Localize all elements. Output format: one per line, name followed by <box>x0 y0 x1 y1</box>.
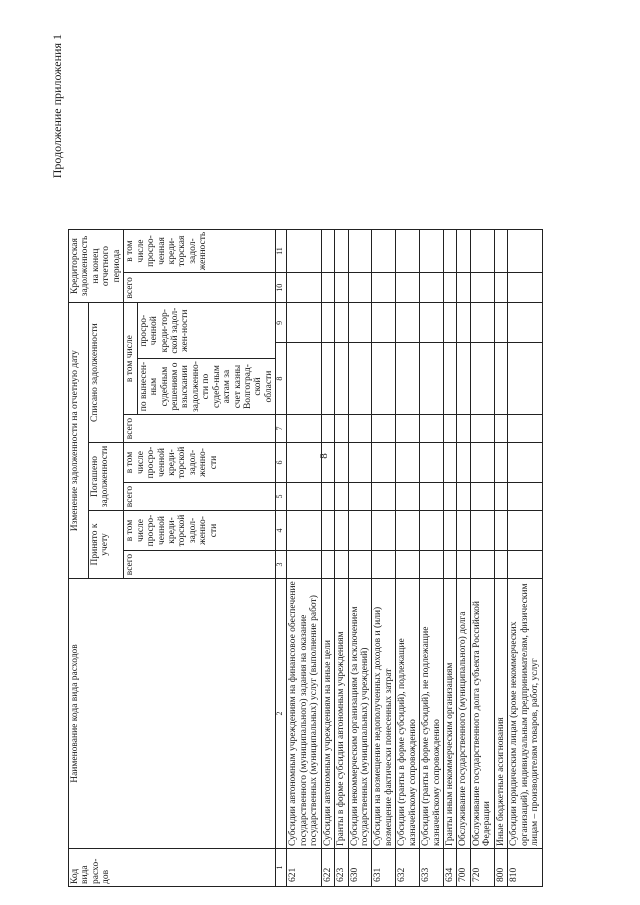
row-code: 800 <box>494 849 507 887</box>
empty-cell <box>335 483 348 511</box>
header-name: Наименование кода вида расходов <box>69 579 276 849</box>
empty-cell <box>444 483 457 511</box>
empty-cell <box>420 415 444 443</box>
empty-cell <box>396 443 420 483</box>
row-name: Гранты в форме субсидии автономным учреждениям <box>335 579 348 849</box>
empty-cell <box>321 483 334 511</box>
empty-cell <box>287 415 321 443</box>
empty-cell <box>396 415 420 443</box>
empty-cell <box>420 229 444 273</box>
empty-cell <box>372 229 396 273</box>
table-row <box>420 229 444 886</box>
empty-cell <box>508 343 542 415</box>
row-code: 810 <box>508 849 542 887</box>
row-name: Иные бюджетные ассигнования <box>494 579 507 849</box>
empty-cell <box>396 511 420 551</box>
empty-cell <box>287 343 321 415</box>
row-name: Субсидии юридическим лицам (кроме некоммерческих организаций), индивидуальным предпринимателям, физическим лицам – производителям товаров, работ, услуг <box>508 579 542 849</box>
row-name: Субсидии автономным учреждениям на иные цели <box>321 579 334 849</box>
empty-cell <box>287 443 321 483</box>
empty-cell <box>372 303 396 343</box>
col-index: 1 <box>276 849 287 887</box>
row-name: Субсидии (гранты в форме субсидий), подлежащие казначейскому сопровождению <box>396 579 420 849</box>
empty-cell <box>321 303 334 343</box>
row-code: 630 <box>348 849 372 887</box>
empty-cell <box>470 273 494 303</box>
empty-cell <box>508 229 542 273</box>
header-by-court: по вынесен-ным судебным решениям о взыскании задолженно-сти по судеб-ным актам за счет казны Волгоград-ской области <box>138 358 276 414</box>
header-overdue-repaid: в том числе просро-ченной креди-торской задол-женно-сти <box>124 443 276 483</box>
col-index: 10 <box>276 273 287 303</box>
header-overdue-payable: в том числе просро-ченная креди-торская задол-женность <box>124 229 276 273</box>
empty-cell <box>444 343 457 415</box>
empty-cell <box>470 511 494 551</box>
empty-cell <box>348 273 372 303</box>
column-index-row <box>276 229 287 886</box>
row-code: 632 <box>396 849 420 887</box>
empty-cell <box>287 273 321 303</box>
empty-cell <box>321 551 334 579</box>
empty-cell <box>321 229 334 273</box>
col-index: 8 <box>276 343 287 415</box>
empty-cell <box>444 415 457 443</box>
header-incl-label: в том числе <box>124 303 137 414</box>
table-row <box>348 229 372 886</box>
empty-cell <box>457 511 470 551</box>
empty-cell <box>494 551 507 579</box>
empty-cell <box>372 511 396 551</box>
empty-cell <box>287 483 321 511</box>
header-change-group: Изменение задолженности на отчетную дату <box>69 303 89 579</box>
table-row <box>470 229 494 886</box>
empty-cell <box>470 415 494 443</box>
empty-cell <box>457 443 470 483</box>
empty-cell <box>508 443 542 483</box>
empty-cell <box>372 273 396 303</box>
empty-cell <box>470 303 494 343</box>
page-number: 8 <box>318 453 330 459</box>
continuation-label: Продолжение приложения 1 <box>50 34 64 179</box>
header-total-written: всего <box>124 415 276 443</box>
empty-cell <box>420 303 444 343</box>
empty-cell <box>508 303 542 343</box>
col-index: 6 <box>276 443 287 483</box>
col-index: 2 <box>276 579 287 849</box>
empty-cell <box>420 273 444 303</box>
row-code: 634 <box>444 849 457 887</box>
row-name: Обслуживание государственного (муниципального) долга <box>457 579 470 849</box>
row-code: 631 <box>372 849 396 887</box>
empty-cell <box>508 511 542 551</box>
empty-cell <box>321 343 334 415</box>
empty-cell <box>494 483 507 511</box>
empty-cell <box>287 229 321 273</box>
empty-cell <box>470 343 494 415</box>
row-code: 700 <box>457 849 470 887</box>
empty-cell <box>508 415 542 443</box>
row-name: Субсидии автономным учреждениям на финансовое обеспечение государственного (муниципального) задания на оказание государственных (муниципальных) услуг (выполнение работ) <box>287 579 321 849</box>
empty-cell <box>396 303 420 343</box>
empty-cell <box>420 483 444 511</box>
row-code: 622 <box>321 849 334 887</box>
empty-cell <box>348 511 372 551</box>
empty-cell <box>457 551 470 579</box>
empty-cell <box>372 343 396 415</box>
empty-cell <box>494 343 507 415</box>
empty-cell <box>335 229 348 273</box>
empty-cell <box>470 443 494 483</box>
table-row <box>396 229 420 886</box>
empty-cell <box>494 443 507 483</box>
empty-cell <box>348 443 372 483</box>
empty-cell <box>508 551 542 579</box>
table-row <box>494 229 507 886</box>
empty-cell <box>457 303 470 343</box>
empty-cell <box>321 443 334 483</box>
empty-cell <box>396 483 420 511</box>
empty-cell <box>457 273 470 303</box>
empty-cell <box>470 229 494 273</box>
empty-cell <box>287 511 321 551</box>
col-index: 3 <box>276 551 287 579</box>
empty-cell <box>335 511 348 551</box>
table-row <box>444 229 457 886</box>
row-name: Обслуживание государственного долга субъекта Российской Федерации <box>470 579 494 849</box>
empty-cell <box>420 511 444 551</box>
debt-table <box>68 229 543 887</box>
empty-cell <box>372 415 396 443</box>
header-total-repaid: всего <box>124 483 276 511</box>
empty-cell <box>508 483 542 511</box>
empty-cell <box>372 483 396 511</box>
row-name: Субсидии некоммерческим организациям (за исключением государственных (муниципальных) учреждений) <box>348 579 372 849</box>
header-incl-written <box>124 303 276 415</box>
empty-cell <box>444 551 457 579</box>
empty-cell <box>321 511 334 551</box>
col-index: 11 <box>276 229 287 273</box>
empty-cell <box>287 551 321 579</box>
empty-cell <box>348 343 372 415</box>
header-written-off: Списано задолженности <box>88 303 123 443</box>
empty-cell <box>444 511 457 551</box>
header-overdue-accepted: в том числе просро-ченной креди-торской задол-женно-сти <box>124 511 276 551</box>
empty-cell <box>335 443 348 483</box>
header-total-payable: всего <box>124 273 276 303</box>
col-index: 5 <box>276 483 287 511</box>
row-name: Гранты иным некоммерческим организациям <box>444 579 457 849</box>
empty-cell <box>444 303 457 343</box>
empty-cell <box>348 229 372 273</box>
empty-cell <box>372 443 396 483</box>
empty-cell <box>335 273 348 303</box>
empty-cell <box>494 303 507 343</box>
empty-cell <box>335 343 348 415</box>
empty-cell <box>444 443 457 483</box>
empty-cell <box>494 273 507 303</box>
empty-cell <box>335 303 348 343</box>
empty-cell <box>457 343 470 415</box>
empty-cell <box>321 415 334 443</box>
empty-cell <box>444 273 457 303</box>
table-row <box>372 229 396 886</box>
empty-cell <box>420 343 444 415</box>
row-name: Субсидии (гранты в форме субсидий), не подлежащие казначейскому сопровождению <box>420 579 444 849</box>
empty-cell <box>457 229 470 273</box>
table-row <box>508 229 542 886</box>
empty-cell <box>420 551 444 579</box>
empty-cell <box>470 483 494 511</box>
empty-cell <box>348 303 372 343</box>
table-row <box>287 229 321 886</box>
empty-cell <box>444 229 457 273</box>
empty-cell <box>348 483 372 511</box>
empty-cell <box>287 303 321 343</box>
row-code: 621 <box>287 849 321 887</box>
row-code: 623 <box>335 849 348 887</box>
empty-cell <box>494 511 507 551</box>
empty-cell <box>470 551 494 579</box>
empty-cell <box>335 551 348 579</box>
table-row <box>457 229 470 886</box>
empty-cell <box>494 229 507 273</box>
table-row <box>321 229 334 886</box>
empty-cell <box>321 273 334 303</box>
empty-cell <box>457 483 470 511</box>
table-row <box>335 229 348 886</box>
empty-cell <box>494 415 507 443</box>
empty-cell <box>396 229 420 273</box>
header-accepted: Принято к учету <box>88 511 123 579</box>
rotated-page-content <box>50 22 610 887</box>
empty-cell <box>396 551 420 579</box>
empty-cell <box>508 273 542 303</box>
empty-cell <box>335 415 348 443</box>
col-index: 4 <box>276 511 287 551</box>
empty-cell <box>420 443 444 483</box>
row-code: 720 <box>470 849 494 887</box>
header-repaid: Погашено задолженности <box>88 443 123 511</box>
row-name: Субсидии на возмещение недополученных доходов и (или) возмещение фактически понесенных затрат <box>372 579 396 849</box>
header-payable-end: Кредиторская задолженность на конец отчетного периода <box>69 229 124 303</box>
empty-cell <box>457 415 470 443</box>
empty-cell <box>372 551 396 579</box>
empty-cell <box>396 273 420 303</box>
row-code: 633 <box>420 849 444 887</box>
empty-cell <box>348 551 372 579</box>
header-total-accepted: всего <box>124 551 276 579</box>
empty-cell <box>348 415 372 443</box>
col-index: 7 <box>276 415 287 443</box>
header-overdue-written: просро-ченной креди-тор-ской задол-жен-ности <box>138 307 191 354</box>
empty-cell <box>396 343 420 415</box>
header-code: Код вида расхо-дов <box>69 849 276 887</box>
col-index: 9 <box>276 303 287 343</box>
